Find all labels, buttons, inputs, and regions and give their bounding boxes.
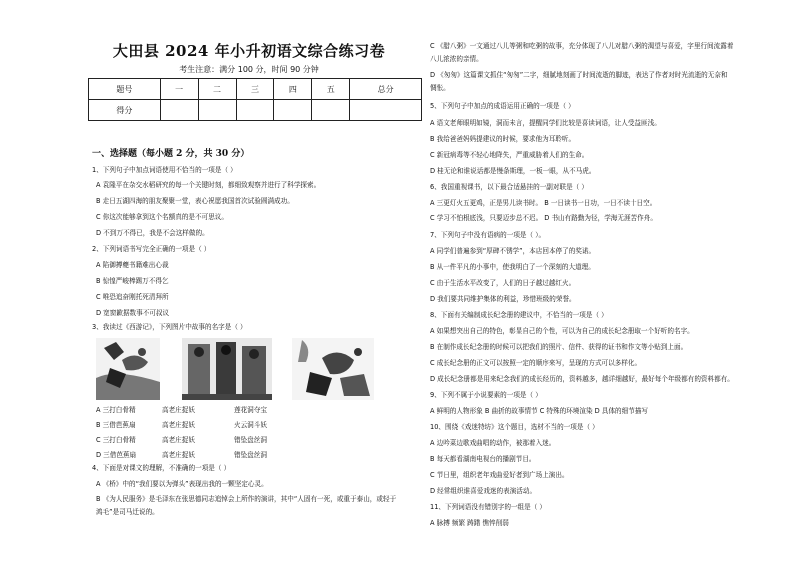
q4-option-a: A 《桥》中的“我们要以为弹头”表现出我的一颗坚定心灵。 [96, 480, 268, 488]
q3-option-d [96, 449, 267, 459]
q8-option-a: A 如果想突出自己的特色，彰显自己的个性，可以为自己的成长纪念册取一个好听的名字。 [430, 327, 694, 335]
q4-option-d-line2: 惆怅。 [430, 84, 450, 92]
q10-option-b: B 每天都看湖南电视台的播剧节目。 [430, 455, 536, 463]
q2-option-b: B 惊惶严峻棒踢万不得乞 [96, 277, 169, 285]
score-table [88, 78, 422, 121]
right-column [430, 0, 770, 562]
q7-option-c: C 由于生活水平改变了，人们的日子越过越红火。 [430, 279, 576, 287]
exam-notice: 考生注意：满分 100 分，时间 90 分钟 [179, 65, 319, 74]
q5-stem: 5、下列句子中加点的成语运用正确的一项是（ ） [430, 102, 575, 110]
q7-option-a: A 同学们普遍参到“厚碑不锈学”，本店回本停了的奖诺。 [430, 247, 596, 255]
q1-option-c: C 你这次能够拿到这个名额真的是不可思议。 [96, 213, 228, 221]
score-table-score-row [89, 100, 422, 121]
q3-c-1: C 三打白骨精 [96, 436, 136, 444]
q6-options-ab: A 三更灯火五更鸡，正是男儿读书时。 B 一日读书一日功，一日不读十日空。 [430, 199, 657, 207]
q10-option-c: C 节日里，组织老年戏曲爱好者到广场上演出。 [430, 471, 569, 479]
story-picture-2 [182, 338, 272, 400]
q2-stem: 2、下列词语书写完全正确的一项是（ ） [92, 245, 211, 253]
score-header-cell: 四 [274, 79, 312, 100]
story-picture-1 [96, 338, 160, 400]
q4-stem: 4、下面是对课文的理解，不准确的一项是（ ） [92, 464, 231, 472]
q1-option-d: D 不到万不得已，我是不会这样做的。 [96, 229, 209, 237]
q3-option-a [96, 404, 267, 414]
q2-option-c: C 唯恐追奋刚托死清拜所 [96, 293, 169, 301]
score-blank-cell [198, 100, 236, 121]
score-blank-cell [274, 100, 312, 121]
q3-a-1: A 三打白骨精 [96, 406, 136, 414]
q10-option-a: A 边吟菜边歌戏曲唱的动作，被那着入迷。 [430, 439, 556, 447]
q4-option-b-line1: B 《为人民服务》是毛泽东在张思德同志追悼会上所作的演讲，其中“人固有一死，或重于泰山，或轻于 [96, 495, 397, 503]
q11-option-a: A 脉搏 频繁 踌躇 憔悴削弱 [430, 519, 509, 527]
q7-option-b: B 从一件平凡的小事中，使我明白了一个深刻的大道理。 [430, 263, 595, 271]
q4-option-d-line1: D 《匆匆》这篇课文抓住“匆匆”二字，细腻地刻画了时间流逝的脚迹，表达了作者对时光流逝的无奈和 [430, 71, 728, 79]
section-heading: 一、选择题（每小题 2 分，共 30 分） [92, 149, 250, 159]
score-header-cell: 三 [236, 79, 274, 100]
score-table-header-row [89, 79, 422, 100]
q3-a-3: 莲花洞夺宝 [234, 406, 267, 414]
q10-option-d: D 经常组织谁喜爱戏迷的表演活动。 [430, 487, 537, 495]
q3-b-2: 高老庄捉妖 [162, 421, 195, 429]
q7-stem: 7、下列句子中没有语病的一项是（ ）。 [430, 231, 546, 239]
q8-option-c: C 成长纪念册的正文可以按照一定的顺序来写，呈现的方式可以多样化。 [430, 359, 642, 367]
score-header-cell: 五 [312, 79, 350, 100]
q3-option-b [96, 419, 267, 429]
q8-option-b: B 在制作成长纪念册的时候可以把我们的照片、信件、获得的证书和作文等小贴到上面。 [430, 343, 688, 351]
q8-option-d: D 成长纪念册都是用来纪念我们的成长经历的，资料越多，越详细越好，最好每个年级都有的资料都有。 [430, 375, 734, 383]
score-header-cell: 二 [198, 79, 236, 100]
left-column [76, 0, 422, 562]
score-row-label: 得分 [89, 100, 161, 121]
q1-option-a: A 袁隆平在杂交水稻研究的每一个关键时刻，都细致观察并进行了科学探索。 [96, 181, 321, 189]
q3-d-1: D 三借芭蕉扇 [96, 451, 137, 459]
q3-b-1: B 三借芭蕉扇 [96, 421, 136, 429]
story-picture-3 [292, 338, 374, 400]
score-header-cell: 一 [160, 79, 198, 100]
q3-d-2: 高老庄捉妖 [162, 451, 195, 459]
q3-stem: 3、我读过《西游记》，下列图片中故事的名字是（ ） [92, 323, 247, 331]
q10-stem: 10、围绕《戏迷特坊》这个题目，选材不当的一项是（ ） [430, 423, 599, 431]
q1-stem: 1、下列句子中加点词语使用不恰当的一项是（ ） [92, 166, 237, 174]
q11-stem: 11、下列词语没有错别字的一组是（ ） [430, 503, 546, 511]
q5-option-c: C 新冠病毒等不轻心地降失，严重威胁着人们的生命。 [430, 151, 589, 159]
q3-c-3: 错坠盘丝洞 [234, 436, 267, 444]
q3-option-c [96, 434, 267, 444]
q3-b-3: 火云洞斗妖 [234, 421, 267, 429]
q9-stem: 9、下列不属于小说要素的一项是（ ） [430, 391, 542, 399]
q1-option-b: B 走日五湖四海的朋友聚聚一堂，表心祝愿我国首次试验圆满成功。 [96, 197, 294, 205]
q9-options: A 鲜明的人物形象 B 曲折的故事情节 C 特殊的环境渲染 D 具体的细节描写 [430, 407, 649, 415]
exam-title: 大田县 2024 年小升初语文综合练习卷 [112, 42, 386, 60]
q7-option-d: D 我们要共同维护集体的利益，珍惜班级的荣誉。 [430, 295, 576, 303]
q4-option-b-line2: 鸿毛”是司马迁说的。 [96, 508, 159, 516]
score-blank-cell [312, 100, 350, 121]
q5-option-d: D 桂无论和谁说话都是慢条斯理，一板一眼，从不马虎。 [430, 167, 596, 175]
score-header-cell: 总分 [350, 79, 422, 100]
q8-stem: 8、下面有关编制成长纪念册的建议中，不恰当的一项是（ ） [430, 311, 608, 319]
score-header-cell: 题号 [89, 79, 161, 100]
q3-c-2: 高老庄捉妖 [162, 436, 195, 444]
q2-option-a: A 陷御搏夔书籍难出心裁 [96, 261, 169, 269]
score-blank-cell [236, 100, 274, 121]
score-blank-cell [160, 100, 198, 121]
q2-option-d: D 宽窗歉据数事不可叔议 [96, 309, 170, 317]
q4-option-c-line1: C 《腊八粥》一文通过八儿等粥和吃粥的故事，充分体现了八儿对腊八粥的渴望与喜爱，字里行间流露着 [430, 42, 734, 50]
q3-a-2: 高老庄捉妖 [162, 406, 195, 414]
q5-option-b: B 我给爸爸妈妈提建议的时候，要求他为耳聆听。 [430, 135, 576, 143]
q6-stem: 6、我国重视课书，以下最合适悬挂的一副对联是（ ） [430, 183, 588, 191]
q3-d-3: 错坠盘丝洞 [234, 451, 267, 459]
score-blank-cell [350, 100, 422, 121]
q4-option-c-line2: 八儿浓浓的亲情。 [430, 55, 483, 63]
q5-option-a: A 语文老师眼明如镜，洞而未言，提醒同学们比较是喜读词语，让人受益匪浅。 [430, 119, 661, 127]
q6-options-cd: C 学习不怕根底浅，只要迈步总不迟。 D 书山有路勤为径，学海无涯苦作舟。 [430, 214, 657, 222]
